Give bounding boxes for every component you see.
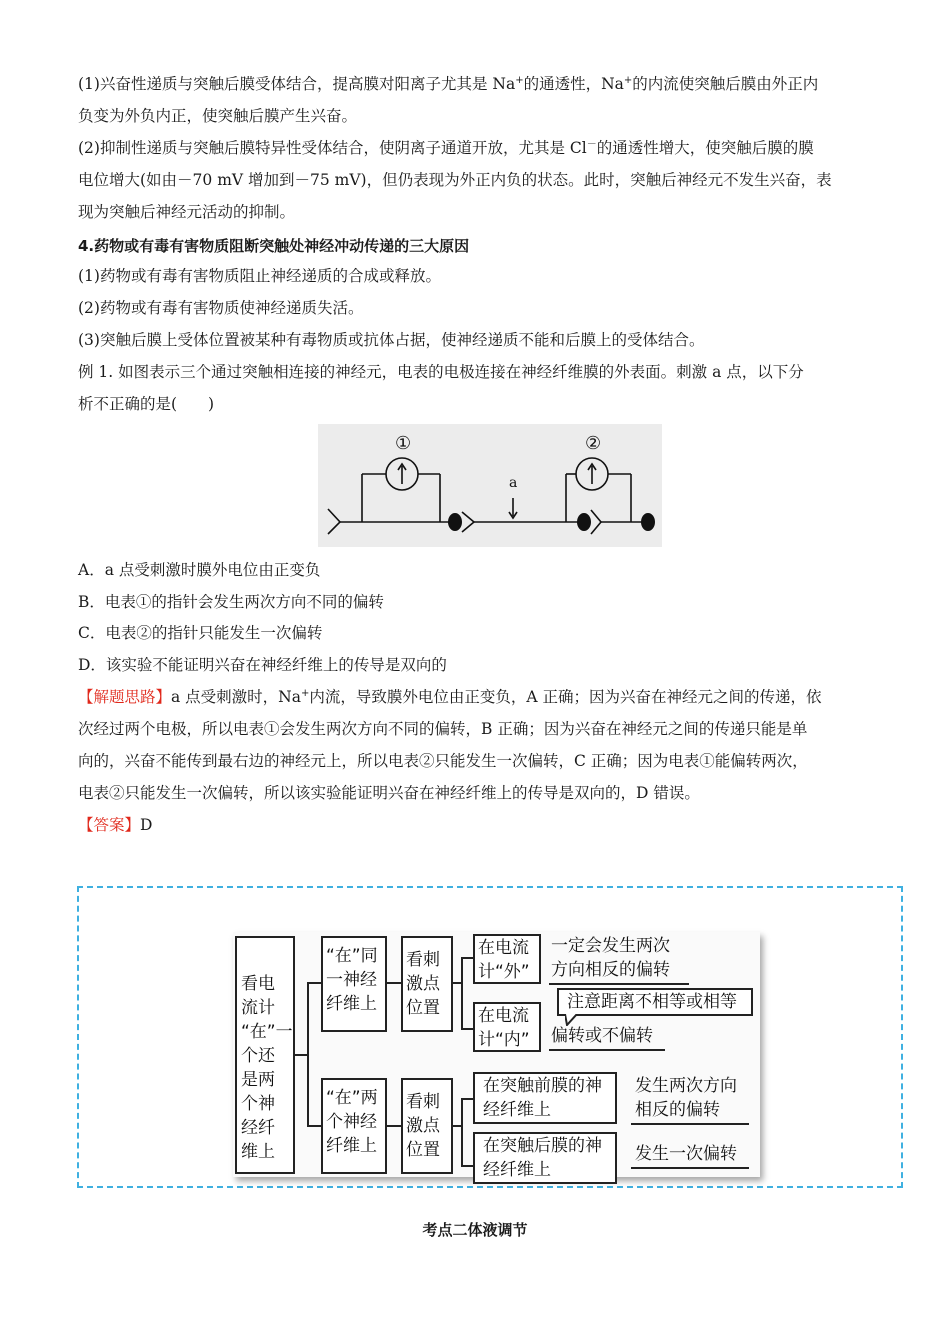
neuron-meter-figure: [318, 424, 662, 547]
right-dendrite: [591, 510, 601, 534]
reason-1: (1)药物或有毒有害物质阻止神经递质的合成或释放。: [78, 267, 441, 285]
flow-root-box: 看电 流计 “在”一 个还 是两 个神 经纤 维上: [235, 936, 295, 1174]
reason-3: (3)突触后膜上受体位置被某种有毒物质或抗体占据，使神经递质不能和后膜上的受体结合。: [78, 331, 705, 349]
flow-look-point-box-2: 看刺 激点 位置: [401, 1078, 453, 1174]
option-d: D．该实验不能证明兴奋在神经纤维上的传导是双向的: [78, 656, 447, 674]
flow-presynaptic-box: 在突触前膜的神 经纤维上: [473, 1072, 617, 1124]
flow-two-fibers-box: “在”两 个神经 纤维上: [321, 1078, 387, 1174]
solution-label: 【解题思路】: [78, 688, 172, 706]
flow-look-point-box-1: 看刺 激点 位置: [401, 936, 453, 1032]
neuron-diagram: [318, 424, 662, 547]
point-a-label: a: [509, 475, 518, 491]
synapse-knob-2: [577, 513, 591, 531]
paragraph-inhibitory-2: 电位增大(如由－70 mV 增加到－75 mV)，但仍表现为外正内负的状态。此时，突触后神经元不发生兴奋，表: [78, 171, 832, 189]
solution-line1: 【解题思路】a 点受刺激时，Na+内流，导致膜外电位由正变负，A 正确；因为兴奋在神经元之间的传递，依: [78, 687, 822, 706]
option-a: A．a 点受刺激时膜外电位由正变负: [78, 561, 321, 579]
section-title: 考点二体液调节: [422, 1221, 528, 1239]
example-1-question-line2: 析不正确的是( ): [78, 395, 215, 413]
flow-inside-meter-box: 在电流 计“内”: [473, 1002, 541, 1052]
option-b: B．电表①的指针会发生两次方向不同的偏转: [78, 593, 384, 611]
result-pre-line2: 相反的偏转: [635, 1100, 720, 1120]
paragraph-inhibitory-3: 现为突触后神经元活动的抑制。: [78, 203, 296, 221]
flow-outside-meter-box: 在电流 计“外”: [473, 934, 541, 984]
meter-flowchart: [233, 932, 760, 1180]
flow-same-fiber-box: “在”同 一神经 纤维上: [321, 936, 387, 1032]
result-pre-line1: 发生两次方向: [635, 1076, 737, 1096]
synapse-knob-1: [448, 513, 462, 531]
left-axon-end: [328, 509, 340, 534]
flow-postsynaptic-box: 在突触后膜的神 经纤维上: [473, 1132, 617, 1184]
synapse-knob-3: [641, 513, 655, 531]
option-c: C．电表②的指针只能发生一次偏转: [78, 624, 323, 642]
paragraph-excitatory-2: 负变为外负内正，使突触后膜产生兴奋。: [78, 107, 358, 125]
result-inside: 偏转或不偏转: [551, 1026, 653, 1046]
meter-1-label: ①: [395, 433, 412, 454]
example-1-question-line1: 例 1. 如图表示三个通过突触相连接的神经元，电表的电极连接在神经纤维膜的外表面。刺激 a 点，以下分: [78, 363, 804, 381]
middle-dendrite: [462, 512, 474, 532]
meter-2-label: ②: [585, 433, 602, 454]
result-outside-line2: 方向相反的偏转: [551, 960, 670, 980]
result-outside-line1: 一定会发生两次: [551, 936, 670, 956]
result-post: 发生一次偏转: [635, 1144, 737, 1164]
paragraph-excitatory-1: (1)兴奋性递质与突触后膜受体结合，提高膜对阳离子尤其是 Na+的通透性，Na+的内流使突触后膜由外正内: [78, 74, 819, 93]
solution-line4: 电表②只能发生一次偏转，所以该实验能证明兴奋在神经纤维上的传导是双向的，D 错误。: [78, 784, 700, 802]
solution-line3: 向的，兴奋不能传到最右边的神经元上，所以电表②只能发生一次偏转，C 正确；因为电表①能偏转两次，: [78, 752, 808, 770]
heading-section-4: 4.药物或有毒有害物质阻断突触处神经冲动传递的三大原因: [78, 237, 470, 255]
answer-label: 【答案】: [78, 816, 141, 834]
answer-value: D: [140, 816, 153, 834]
answer-line: [78, 815, 878, 836]
note-distance-box: 注意距离不相等或相等: [557, 988, 753, 1016]
paragraph-inhibitory-1: (2)抑制性递质与突触后膜特异性受体结合，使阴离子通道开放，尤其是 Cl－的通透性增大，使突触后膜的膜: [78, 138, 814, 157]
solution-line2: 次经过两个电极，所以电表①会发生两次方向不同的偏转，B 正确；因为兴奋在神经元之间的传递只能是单: [78, 720, 808, 738]
reason-2: (2)药物或有毒有害物质使神经递质失活。: [78, 299, 364, 317]
